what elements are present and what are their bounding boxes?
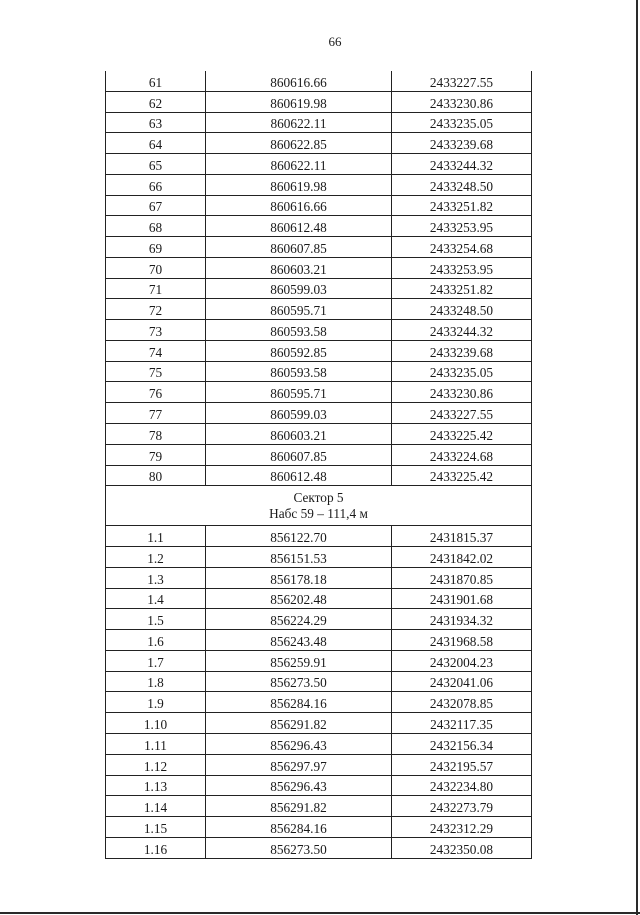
y-coordinate-cell: 2433253.95 <box>392 216 532 237</box>
y-coordinate-cell: 2432041.06 <box>392 671 532 692</box>
x-coordinate-cell: 860599.03 <box>206 278 392 299</box>
point-number-cell: 1.10 <box>106 713 206 734</box>
point-number-cell: 80 <box>106 465 206 486</box>
y-coordinate-cell: 2433239.68 <box>392 133 532 154</box>
y-coordinate-cell: 2433230.86 <box>392 91 532 112</box>
table-row <box>106 237 532 258</box>
x-coordinate-cell: 860593.58 <box>206 361 392 382</box>
point-number-cell: 79 <box>106 444 206 465</box>
point-number-cell: 64 <box>106 133 206 154</box>
table-row <box>106 526 532 547</box>
y-coordinate-cell: 2433230.86 <box>392 382 532 403</box>
y-coordinate-cell: 2432078.85 <box>392 692 532 713</box>
y-coordinate-cell: 2431842.02 <box>392 547 532 568</box>
point-number-cell: 1.6 <box>106 630 206 651</box>
point-number-cell: 1.2 <box>106 547 206 568</box>
y-coordinate-cell: 2433251.82 <box>392 278 532 299</box>
x-coordinate-cell: 856151.53 <box>206 547 392 568</box>
y-coordinate-cell: 2432273.79 <box>392 796 532 817</box>
y-coordinate-cell: 2432234.80 <box>392 775 532 796</box>
point-number-cell: 67 <box>106 195 206 216</box>
x-coordinate-cell: 860616.66 <box>206 71 392 91</box>
table-row <box>106 71 532 91</box>
y-coordinate-cell: 2432004.23 <box>392 650 532 671</box>
y-coordinate-cell: 2432156.34 <box>392 733 532 754</box>
point-number-cell: 66 <box>106 174 206 195</box>
x-coordinate-cell: 856178.18 <box>206 567 392 588</box>
x-coordinate-cell: 860612.48 <box>206 216 392 237</box>
sector-title: Сектор 5 <box>293 489 344 505</box>
x-coordinate-cell: 860612.48 <box>206 465 392 486</box>
y-coordinate-cell: 2433235.05 <box>392 112 532 133</box>
point-number-cell: 69 <box>106 237 206 258</box>
point-number-cell: 76 <box>106 382 206 403</box>
table-row <box>106 112 532 133</box>
x-coordinate-cell: 856243.48 <box>206 630 392 651</box>
point-number-cell: 1.15 <box>106 817 206 838</box>
y-coordinate-cell: 2431815.37 <box>392 526 532 547</box>
point-number-cell: 61 <box>106 71 206 91</box>
point-number-cell: 1.3 <box>106 567 206 588</box>
page-number: 66 <box>328 34 342 49</box>
table-row <box>106 630 532 651</box>
y-coordinate-cell: 2431968.58 <box>392 630 532 651</box>
x-coordinate-cell: 856224.29 <box>206 609 392 630</box>
x-coordinate-cell: 860599.03 <box>206 403 392 424</box>
point-number-cell: 72 <box>106 299 206 320</box>
point-number-cell: 73 <box>106 320 206 341</box>
x-coordinate-cell: 860592.85 <box>206 340 392 361</box>
y-coordinate-cell: 2432350.08 <box>392 837 532 858</box>
table-row <box>106 382 532 403</box>
page-edge-right <box>636 0 638 915</box>
y-coordinate-cell: 2433254.68 <box>392 237 532 258</box>
table-row <box>106 775 532 796</box>
x-coordinate-cell: 856273.50 <box>206 837 392 858</box>
table-row <box>106 692 532 713</box>
x-coordinate-cell: 856122.70 <box>206 526 392 547</box>
point-number-cell: 74 <box>106 340 206 361</box>
point-number-cell: 1.5 <box>106 609 206 630</box>
y-coordinate-cell: 2432312.29 <box>392 817 532 838</box>
point-number-cell: 65 <box>106 154 206 175</box>
table-row <box>106 671 532 692</box>
x-coordinate-cell: 860622.11 <box>206 154 392 175</box>
x-coordinate-cell: 856296.43 <box>206 775 392 796</box>
table-row <box>106 817 532 838</box>
table-row <box>106 403 532 424</box>
y-coordinate-cell: 2433224.68 <box>392 444 532 465</box>
table-row <box>106 195 532 216</box>
table-body-second <box>106 526 532 858</box>
x-coordinate-cell: 860616.66 <box>206 195 392 216</box>
table-row <box>106 216 532 237</box>
table-row <box>106 154 532 175</box>
y-coordinate-cell: 2433227.55 <box>392 71 532 91</box>
y-coordinate-cell: 2433251.82 <box>392 195 532 216</box>
x-coordinate-cell: 856284.16 <box>206 692 392 713</box>
table-row <box>106 340 532 361</box>
table-row <box>106 257 532 278</box>
table-row <box>106 650 532 671</box>
table-row <box>106 174 532 195</box>
point-number-cell: 1.11 <box>106 733 206 754</box>
point-number-cell: 1.1 <box>106 526 206 547</box>
sector-header <box>106 486 532 526</box>
table-row <box>106 91 532 112</box>
table-row <box>106 424 532 445</box>
y-coordinate-cell: 2433225.42 <box>392 424 532 445</box>
point-number-cell: 71 <box>106 278 206 299</box>
sector-header-row <box>106 486 532 526</box>
x-coordinate-cell: 860607.85 <box>206 237 392 258</box>
page-edge-bottom <box>0 912 640 914</box>
x-coordinate-cell: 860593.58 <box>206 320 392 341</box>
point-number-cell: 1.14 <box>106 796 206 817</box>
x-coordinate-cell: 860607.85 <box>206 444 392 465</box>
table-row <box>106 837 532 858</box>
y-coordinate-cell: 2433225.42 <box>392 465 532 486</box>
table-row <box>106 547 532 568</box>
y-coordinate-cell: 2433244.32 <box>392 320 532 341</box>
point-number-cell: 1.9 <box>106 692 206 713</box>
table-row <box>106 588 532 609</box>
table-row <box>106 320 532 341</box>
point-number-cell: 70 <box>106 257 206 278</box>
table-row <box>106 713 532 734</box>
table-body-first <box>106 71 532 486</box>
x-coordinate-cell: 860622.85 <box>206 133 392 154</box>
table-row <box>106 299 532 320</box>
table-row <box>106 796 532 817</box>
point-number-cell: 62 <box>106 91 206 112</box>
x-coordinate-cell: 860622.11 <box>206 112 392 133</box>
point-number-cell: 1.12 <box>106 754 206 775</box>
x-coordinate-cell: 856284.16 <box>206 817 392 838</box>
table-row <box>106 567 532 588</box>
point-number-cell: 1.8 <box>106 671 206 692</box>
point-number-cell: 75 <box>106 361 206 382</box>
x-coordinate-cell: 860619.98 <box>206 174 392 195</box>
y-coordinate-cell: 2432117.35 <box>392 713 532 734</box>
x-coordinate-cell: 860619.98 <box>206 91 392 112</box>
y-coordinate-cell: 2433248.50 <box>392 174 532 195</box>
y-coordinate-cell: 2433239.68 <box>392 340 532 361</box>
table-row <box>106 278 532 299</box>
table-row <box>106 733 532 754</box>
point-number-cell: 1.13 <box>106 775 206 796</box>
x-coordinate-cell: 856291.82 <box>206 713 392 734</box>
table-row <box>106 361 532 382</box>
x-coordinate-cell: 856296.43 <box>206 733 392 754</box>
point-number-cell: 68 <box>106 216 206 237</box>
coordinates-table <box>105 71 532 859</box>
sector-subtitle: Набс 59 – 111,4 м <box>269 505 368 521</box>
y-coordinate-cell: 2432195.57 <box>392 754 532 775</box>
x-coordinate-cell: 856297.97 <box>206 754 392 775</box>
x-coordinate-cell: 860603.21 <box>206 257 392 278</box>
x-coordinate-cell: 860603.21 <box>206 424 392 445</box>
point-number-cell: 77 <box>106 403 206 424</box>
y-coordinate-cell: 2433227.55 <box>392 403 532 424</box>
point-number-cell: 1.7 <box>106 650 206 671</box>
y-coordinate-cell: 2431934.32 <box>392 609 532 630</box>
y-coordinate-cell: 2433244.32 <box>392 154 532 175</box>
point-number-cell: 1.4 <box>106 588 206 609</box>
x-coordinate-cell: 856202.48 <box>206 588 392 609</box>
y-coordinate-cell: 2433253.95 <box>392 257 532 278</box>
x-coordinate-cell: 860595.71 <box>206 299 392 320</box>
x-coordinate-cell: 856291.82 <box>206 796 392 817</box>
x-coordinate-cell: 856273.50 <box>206 671 392 692</box>
point-number-cell: 78 <box>106 424 206 445</box>
table-row <box>106 133 532 154</box>
point-number-cell: 63 <box>106 112 206 133</box>
y-coordinate-cell: 2431901.68 <box>392 588 532 609</box>
sector-cell <box>106 486 532 526</box>
y-coordinate-cell: 2433235.05 <box>392 361 532 382</box>
table-row <box>106 609 532 630</box>
point-number-cell: 1.16 <box>106 837 206 858</box>
table-row <box>106 444 532 465</box>
table-row <box>106 465 532 486</box>
y-coordinate-cell: 2433248.50 <box>392 299 532 320</box>
y-coordinate-cell: 2431870.85 <box>392 567 532 588</box>
table-row <box>106 754 532 775</box>
x-coordinate-cell: 856259.91 <box>206 650 392 671</box>
x-coordinate-cell: 860595.71 <box>206 382 392 403</box>
